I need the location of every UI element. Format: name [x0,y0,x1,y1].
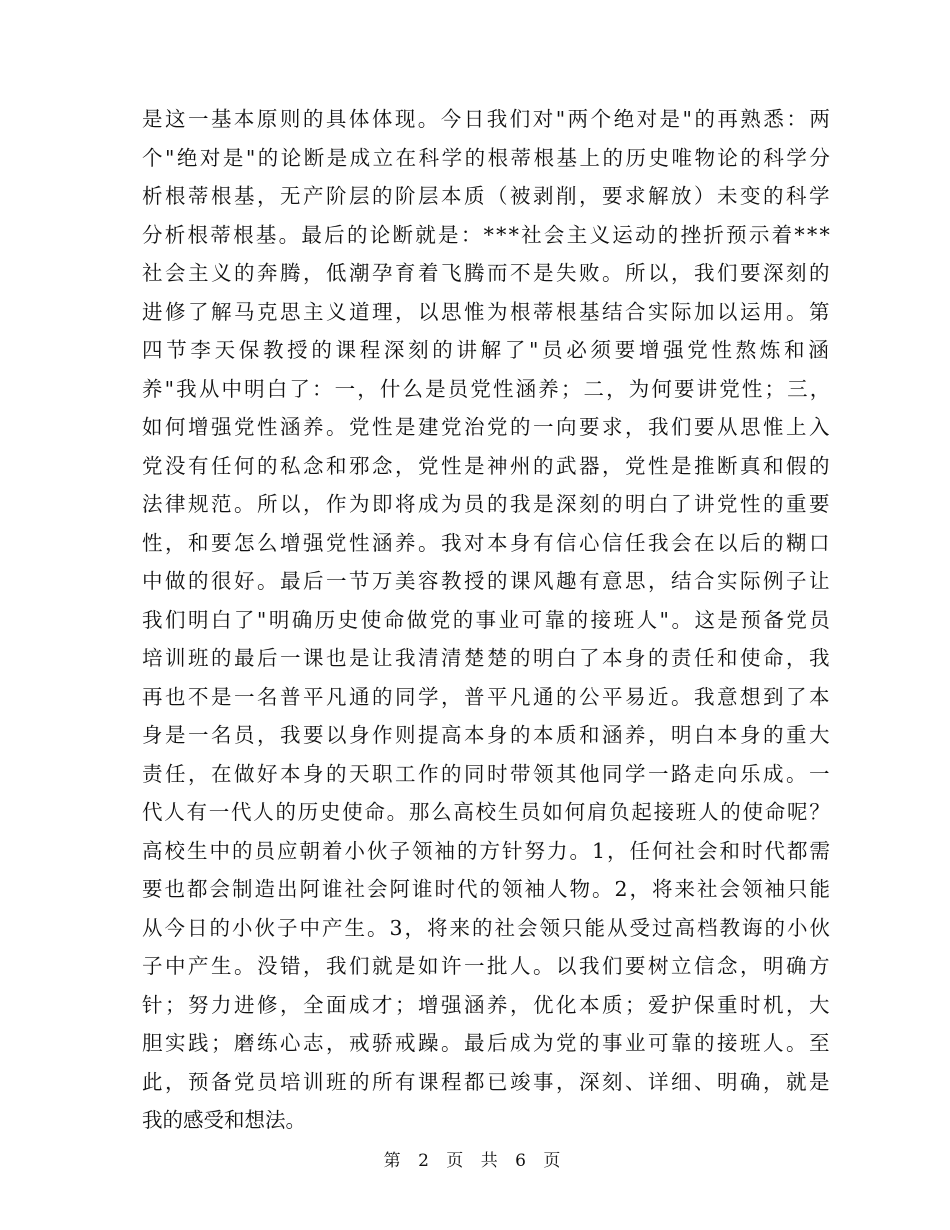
paragraph-line: 性，和要怎么增强党性涵养。我对本身有信心信任我会在以后的糊口 [142,530,832,555]
paragraph-line: 针；努力进修，全面成才；增强涵养，优化本质；爱护保重时机，大 [142,992,832,1017]
paragraph-line: 四节李天保教授的课程深刻的讲解了"员必须要增强党性熬炼和涵 [142,338,832,362]
paragraph-line: 是这一基本原则的具体体现。今日我们对"两个绝对是"的再熟悉：两 [142,107,832,131]
paragraph-line: 要也都会制造出阿谁社会阿谁时代的领袖人物。2，将来社会领袖只能 [142,877,832,901]
paragraph-line: 子中产生。没错，我们就是如许一批人。以我们要树立信念，明确方 [142,954,832,978]
paragraph-line: 责任，在做好本身的天职工作的同时带领其他同学一路走向乐成。一 [142,761,832,786]
body-text [142,100,832,1140]
paragraph-line: 党没有任何的私念和邪念，党性是神州的武器，党性是推断真和假的 [142,453,832,478]
paragraph-line: 代人有一代人的历史使命。那么高校生员如何肩负起接班人的使命呢？ [142,800,832,824]
paragraph-line: 高校生中的员应朝着小伙子领袖的方针努力。1，任何社会和时代都需 [142,838,832,863]
paragraph-line: 此，预备党员培训班的所有课程都已竣事，深刻、详细、明确，就是 [142,1069,832,1094]
page-footer: 第 2 页 共 6 页 [383,1151,567,1171]
paragraph-line: 法律规范。所以，作为即将成为员的我是深刻的明白了讲党性的重要 [142,492,832,516]
paragraph-line: 胆实践；磨练心志，戒骄戒躁。最后成为党的事业可靠的接班人。至 [142,1031,832,1055]
paragraph-line: 个"绝对是"的论断是成立在科学的根蒂根基上的历史唯物论的科学分 [142,145,832,170]
paragraph-line: 中做的很好。最后一节万美容教授的课风趣有意思，结合实际例子让 [142,569,832,593]
paragraph-line: 养"我从中明白了：一，什么是员党性涵养；二，为何要讲党性；三， [142,376,832,401]
paragraph-line: 培训班的最后一课也是让我清清楚楚的明白了本身的责任和使命，我 [142,646,832,670]
paragraph-line: 从今日的小伙子中产生。3，将来的社会领只能从受过高档教诲的小伙 [142,915,832,940]
paragraph-line: 析根蒂根基，无产阶层的阶层本质（被剥削，要求解放）未变的科学 [142,184,832,208]
paragraph-line: 分析根蒂根基。最后的论断就是：***社会主义运动的挫折预示着*** [142,222,832,247]
paragraph-line: 身是一名员，我要以身作则提高本身的本质和涵养，明白本身的重大 [142,723,832,747]
paragraph-line: 再也不是一名普平凡通的同学，普平凡通的公平易近。我意想到了本 [142,684,832,709]
paragraph-line: 如何增强党性涵养。党性是建党治党的一向要求，我们要从思惟上入 [142,415,832,439]
paragraph-line: 我们明白了"明确历史使命做党的事业可靠的接班人"。这是预备党员 [142,607,832,632]
paragraph-line: 进修了解马克思主义道理，以思惟为根蒂根基结合实际加以运用。第 [142,299,832,324]
paragraph-line: 社会主义的奔腾，低潮孕育着飞腾而不是失败。所以，我们要深刻的 [142,261,832,285]
paragraph-line: 我的感受和想法。 [142,1108,306,1132]
